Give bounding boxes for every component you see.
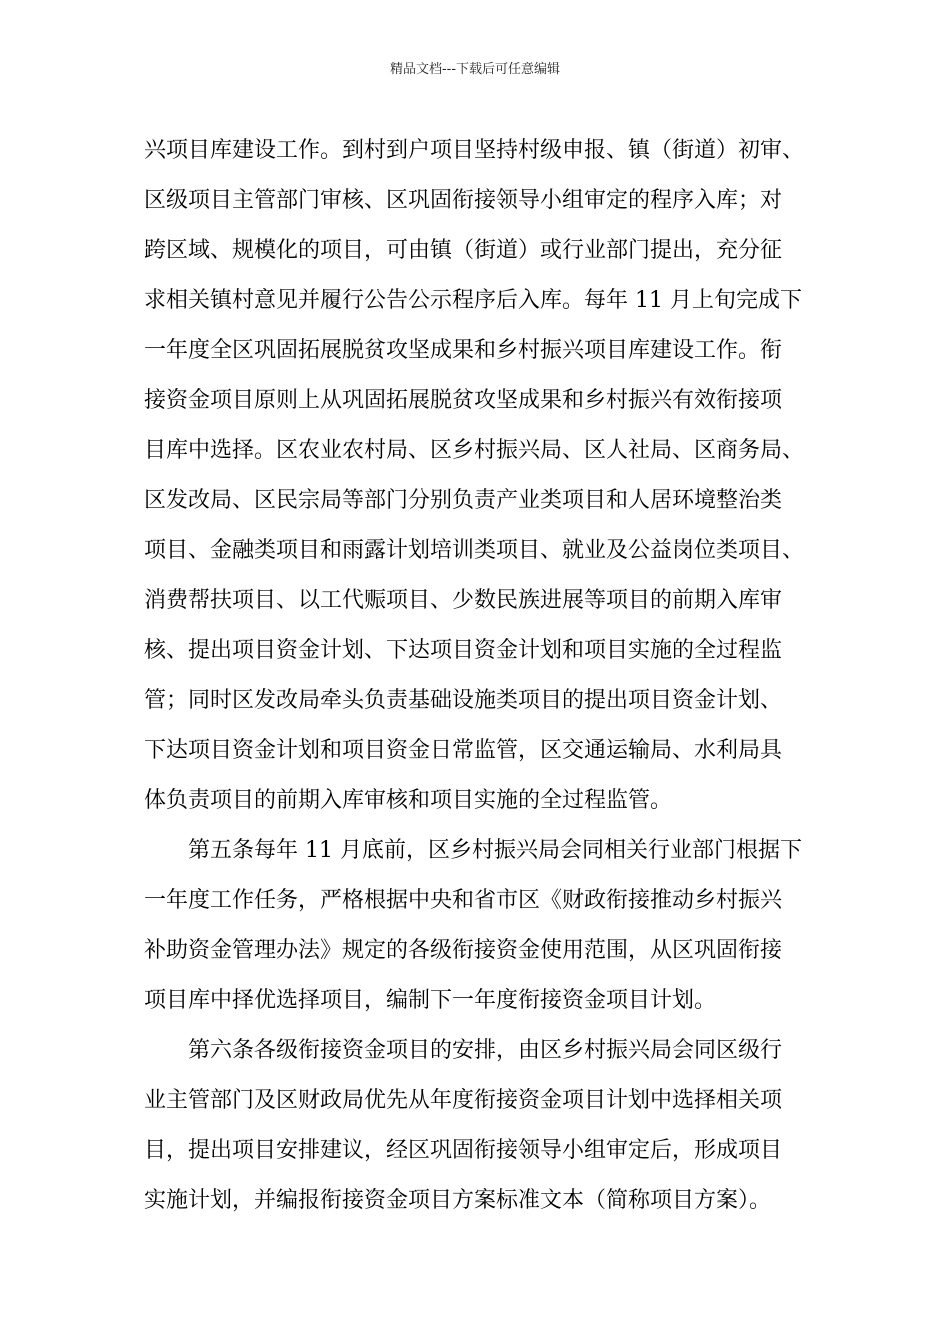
text-line: 一年度全区巩固拓展脱贫攻坚成果和乡村振兴项目库建设工作。衔 [144,338,783,363]
text-line: 区发改局、区民宗局等部门分别负责产业类项目和人居环境整治类 [144,488,783,513]
text-line: 区级项目主管部门审核、区巩固衔接领导小组审定的程序入库；对 [144,188,783,213]
text-line: 下达项目资金计划和项目资金日常监管，区交通运输局、水利局具 [144,738,783,763]
text-line: 跨区域、规模化的项目，可由镇（街道）或行业部门提出，充分征 [144,238,783,263]
text-line: 项目、金融类项目和雨露计划培训类项目、就业及公益岗位类项目、 [144,538,805,563]
text-line: 项目库中择优选择项目，编制下一年度衔接资金项目计划。 [144,988,717,1013]
document-body [144,126,824,1226]
text-line: 管；同时区发改局牵头负责基础设施类项目的提出项目资金计划、 [144,688,783,713]
text-line: 业主管部门及区财政局优先从年度衔接资金项目计划中选择相关项 [144,1088,783,1113]
text-line: 一年度工作任务，严格根据中央和省市区《财政衔接推动乡村振兴 [144,888,783,913]
text-line-article-6: 第六条各级衔接资金项目的安排，由区乡村振兴局会同区级行 [188,1038,783,1063]
text-line: 目，提出项目安排建议，经区巩固衔接领导小组审定后，形成项目 [144,1138,783,1163]
text-line: 求相关镇村意见并履行公告公示程序后入库。每年 11 月上旬完成下 [144,288,802,313]
text-line: 核、提出项目资金计划、下达项目资金计划和项目实施的全过程监 [144,638,783,663]
text-line-article-5: 第五条每年 11 月底前，区乡村振兴局会同相关行业部门根据下 [188,838,802,863]
page-header: 精品文档---下载后可任意编辑 [389,62,561,77]
text-line: 实施计划，并编报衔接资金项目方案标准文本（简称项目方案）。 [144,1188,772,1213]
text-line: 兴项目库建设工作。到村到户项目坚持村级申报、镇（街道）初审、 [144,138,805,163]
text-line: 消费帮扶项目、以工代赈项目、少数民族进展等项目的前期入库审 [144,588,783,613]
text-line: 体负责项目的前期入库审核和项目实施的全过程监管。 [144,788,673,813]
text-line: 接资金项目原则上从巩固拓展脱贫攻坚成果和乡村振兴有效衔接项 [144,388,783,413]
text-line: 目库中选择。区农业农村局、区乡村振兴局、区人社局、区商务局、 [144,438,805,463]
text-line: 补助资金管理办法》规定的各级衔接资金使用范围，从区巩固衔接 [144,938,783,963]
